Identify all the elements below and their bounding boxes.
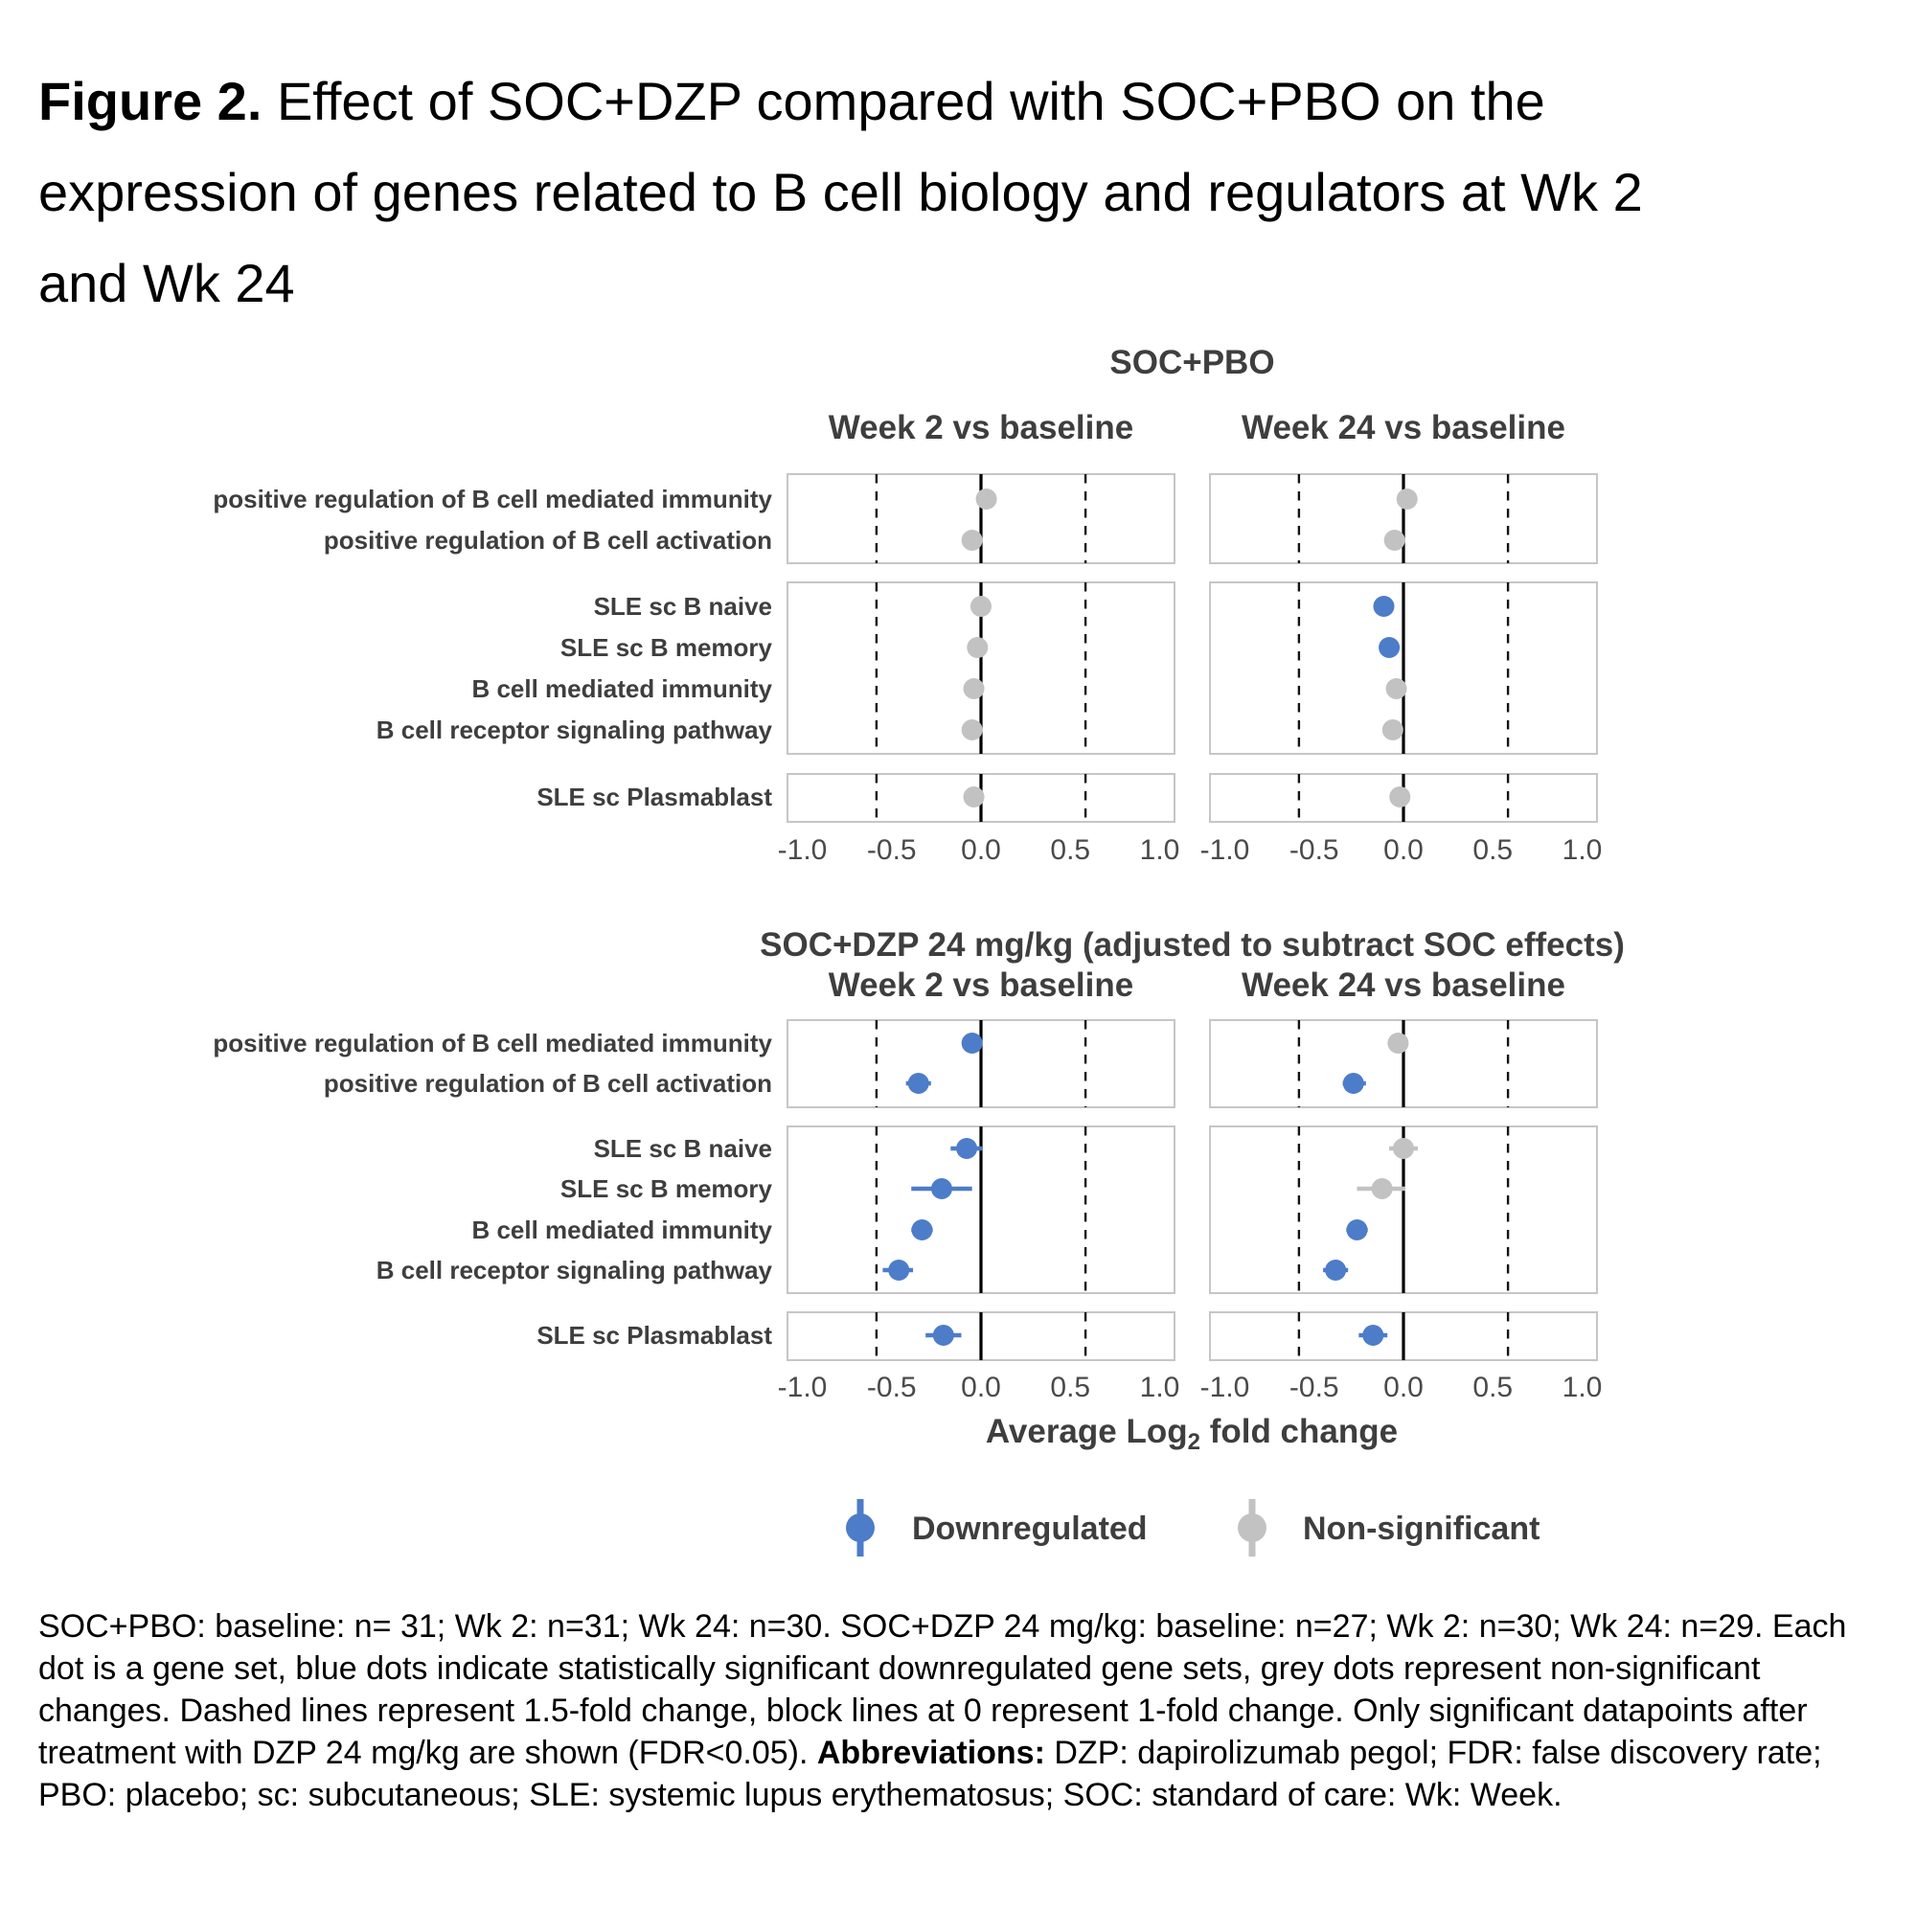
- row-label: positive regulation of B cell mediated immunity: [213, 1029, 772, 1057]
- x-tick-label: -0.5: [1289, 1372, 1339, 1403]
- legend-dot-icon: [846, 1513, 875, 1542]
- data-point: [967, 637, 988, 658]
- x-tick-label: -1.0: [1199, 1372, 1250, 1403]
- row-label: SLE sc B memory: [559, 633, 772, 662]
- caption-text-1: SOC+PBO: baseline: n= 31; Wk 2: n=31; Wk 24: n=30. SOC+DZP 24 mg/kg: baseline: n=27; Wk 2: n=30; Wk 24: n=29. Each dot is a gene set, blue dots indicate statistically significant downregulated gene sets, grey dots represent non-significant changes. Dashed lines represent 1.5-fold change, block lines at 0 represent 1-fold change. Only significant datapoints after treatment with DZP 24 mg/kg are shown (FDR<0.05).: [38, 1608, 1847, 1771]
- x-tick-label: 1.0: [1139, 1372, 1180, 1403]
- caption-abbreviations-label: Abbreviations:: [816, 1735, 1045, 1771]
- row-label: SLE sc B naive: [593, 1134, 772, 1163]
- row-label: SLE sc Plasmablast: [536, 783, 772, 811]
- x-tick-label: 1.0: [1562, 834, 1603, 866]
- x-tick-label: 0.5: [1050, 834, 1091, 866]
- figure-title: [38, 56, 1887, 329]
- figure-title-line3: and Wk 24: [38, 253, 295, 313]
- data-point: [962, 1033, 983, 1054]
- row-label: positive regulation of B cell activation: [323, 526, 772, 555]
- x-tick-label: 0.5: [1472, 1372, 1514, 1403]
- data-point: [1343, 1073, 1364, 1094]
- caption-text-2: DZP: dapirolizumab pegol; FDR: false discovery rate; PBO: placebo; sc: subcutaneous; SLE: systemic lupus erythematosus; SOC: standard of care: Wk: Week.: [38, 1735, 1822, 1813]
- x-tick-label: 0.0: [961, 1372, 1001, 1403]
- data-point: [1362, 1325, 1383, 1346]
- column-header: Week 24 vs baseline: [1242, 409, 1565, 446]
- data-point: [908, 1073, 929, 1094]
- figure-number: Figure 2.: [38, 71, 262, 131]
- data-point: [1384, 530, 1405, 551]
- x-tick-label: 0.5: [1050, 1372, 1091, 1403]
- row-label: SLE sc B naive: [593, 592, 772, 621]
- legend-dot-icon: [1238, 1513, 1266, 1542]
- data-point: [888, 1260, 909, 1281]
- x-axis-title: Average Log$_2$ fold change: [985, 1413, 1399, 1455]
- data-point: [1373, 596, 1394, 617]
- legend-label: Non-significant: [1303, 1511, 1540, 1547]
- figure-title-line1: [38, 56, 1887, 147]
- x-tick-label: 0.0: [1383, 834, 1424, 866]
- x-tick-label: 1.0: [1139, 834, 1180, 866]
- data-point: [964, 678, 985, 699]
- data-point: [933, 1325, 954, 1346]
- x-tick-label: 1.0: [1562, 1372, 1603, 1403]
- panel-group-title: SOC+DZP 24 mg/kg (adjusted to subtract SOC effects): [760, 926, 1625, 964]
- data-point: [1382, 719, 1403, 740]
- figure-title-text: Effect of SOC+DZP compared with SOC+PBO on the: [262, 71, 1545, 131]
- column-header: Week 2 vs baseline: [828, 966, 1134, 1004]
- x-tick-label: -0.5: [1289, 834, 1339, 866]
- figure-caption: [38, 1605, 1873, 1816]
- column-header: Week 24 vs baseline: [1242, 966, 1565, 1004]
- row-label: B cell mediated immunity: [471, 674, 772, 703]
- x-tick-label: 0.0: [1383, 1372, 1424, 1403]
- x-tick-label: 0.0: [961, 834, 1001, 866]
- figure-title-line2: expression of genes related to B cell biology and regulators at Wk 2: [38, 162, 1643, 222]
- data-point: [1372, 1178, 1393, 1199]
- row-label: SLE sc B memory: [559, 1174, 772, 1203]
- x-tick-label: -0.5: [866, 834, 917, 866]
- data-point: [1393, 1138, 1414, 1159]
- x-tick-label: -1.0: [1199, 834, 1250, 866]
- legend-label: Downregulated: [912, 1511, 1148, 1547]
- data-point: [1325, 1260, 1346, 1281]
- data-point: [962, 530, 983, 551]
- row-label: SLE sc Plasmablast: [536, 1321, 772, 1350]
- x-tick-label: -0.5: [866, 1372, 917, 1403]
- row-label: B cell mediated immunity: [471, 1216, 772, 1244]
- data-point: [911, 1219, 932, 1240]
- data-point: [1387, 1033, 1408, 1054]
- x-tick-label: 0.5: [1472, 834, 1514, 866]
- data-point: [1389, 786, 1410, 807]
- data-point: [962, 719, 983, 740]
- data-point: [931, 1178, 952, 1199]
- panel-group-title: SOC+PBO: [1109, 344, 1275, 381]
- row-label: positive regulation of B cell activation: [323, 1069, 772, 1098]
- row-label: B cell receptor signaling pathway: [376, 1256, 772, 1284]
- data-point: [1347, 1219, 1368, 1240]
- x-tick-label: -1.0: [777, 1372, 828, 1403]
- data-point: [1379, 637, 1400, 658]
- data-point: [1386, 678, 1407, 699]
- data-point: [970, 596, 992, 617]
- data-point: [956, 1138, 977, 1159]
- x-tick-label: -1.0: [777, 834, 828, 866]
- data-point: [964, 786, 985, 807]
- row-label: positive regulation of B cell mediated immunity: [213, 485, 772, 513]
- column-header: Week 2 vs baseline: [828, 409, 1134, 446]
- data-point: [1397, 489, 1418, 510]
- data-point: [976, 489, 997, 510]
- row-label: B cell receptor signaling pathway: [376, 716, 772, 744]
